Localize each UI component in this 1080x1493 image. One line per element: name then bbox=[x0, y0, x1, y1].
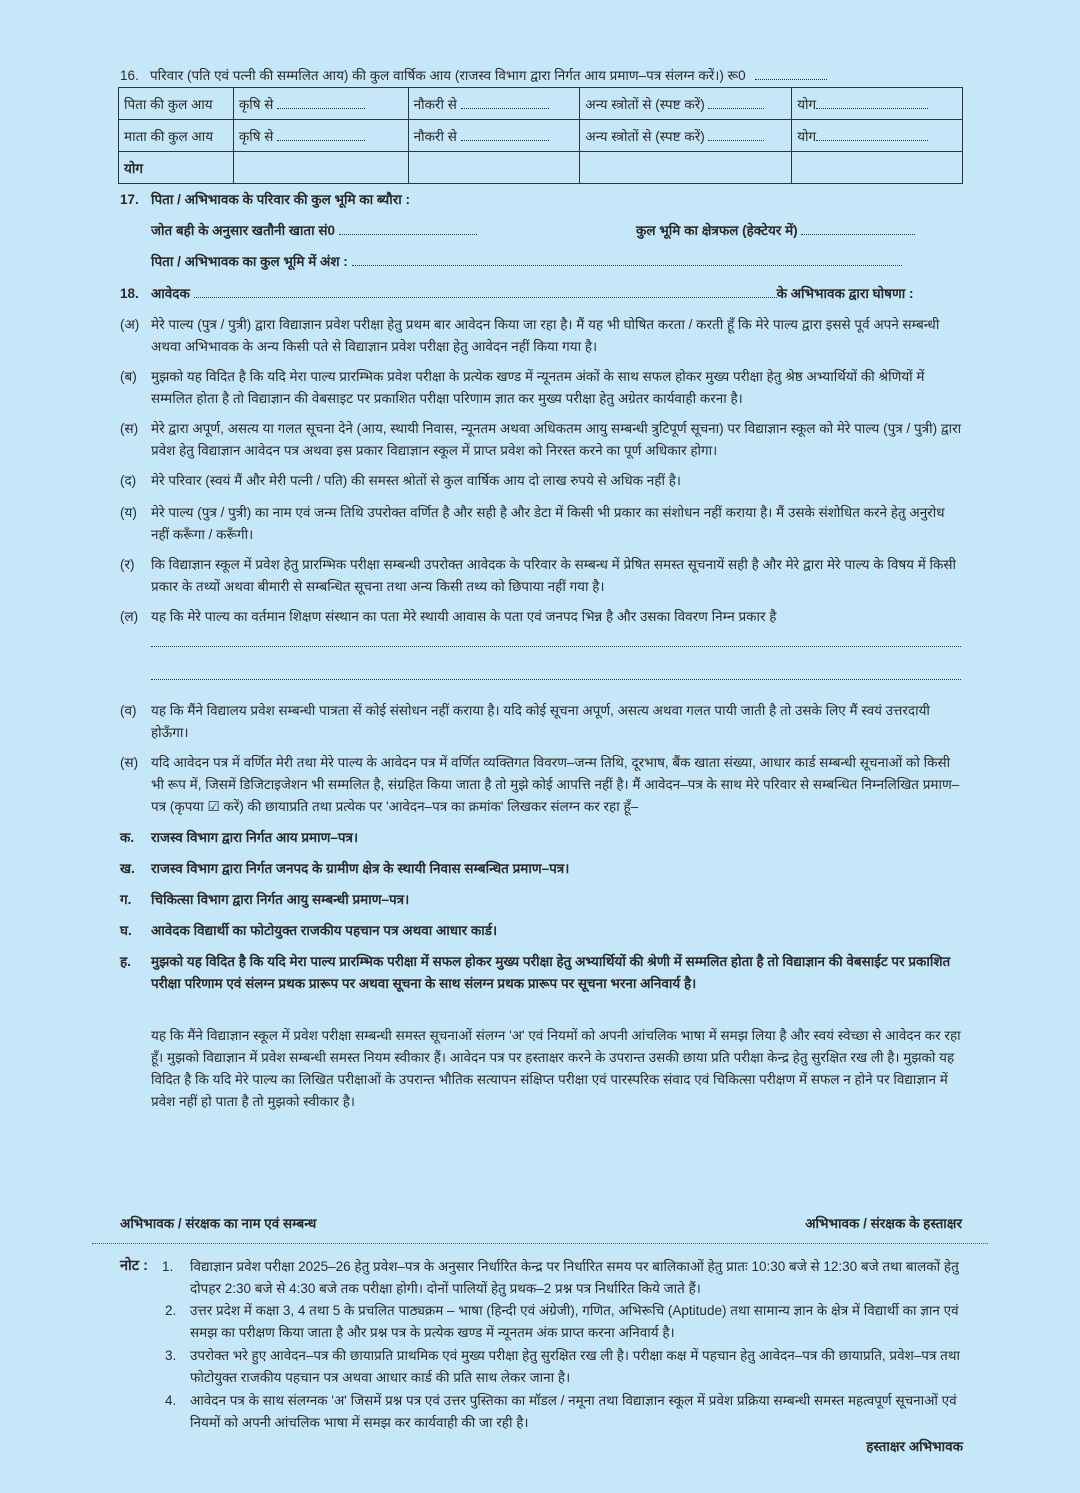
point-marker: (व) bbox=[120, 703, 137, 718]
father-total-cell[interactable]: योग bbox=[792, 88, 963, 120]
point-marker: (स) bbox=[120, 421, 139, 436]
q17-heading bbox=[120, 190, 410, 210]
q17-share-row bbox=[151, 252, 902, 272]
guardian-name-label: अभिभावक / संरक्षक का नाम एवं सम्बन्ध bbox=[120, 1216, 317, 1231]
note-marker: 3. bbox=[165, 1348, 177, 1363]
applicant-label: आवेदक bbox=[151, 286, 190, 301]
footer-guardian-signature: हस्ताक्षर अभिभावक bbox=[866, 1439, 963, 1454]
note-marker: 1. bbox=[162, 1259, 174, 1274]
document-marker: क. bbox=[120, 830, 135, 845]
note-marker: 4. bbox=[165, 1393, 177, 1408]
declaration-point-v: यह कि मैंने विद्यालय प्रवेश सम्बन्धी पात्रता सें कोई संसोधन नहीं कराया है। यदि कोई सूचना अपूर्ण, असत्य अथवा गलत पायी जाती है तो उसके लिए मैं स्वयं उत्तरदायी होऊँगा। bbox=[151, 703, 930, 740]
document-age-certificate[interactable]: चिकित्सा विभाग द्वारा निर्गत आयु सम्बन्धी प्रमाण–पत्र। bbox=[151, 892, 410, 907]
closing-declaration-paragraph: यह कि मैंने विद्याज्ञान स्कूल में प्रवेश परीक्षा सम्बन्धी समस्त सूचनाओं संलग्न 'अ' एवं नियमों को अपनी आंचलिक भाषा में समझ लिया है और स्वयं स्वेच्छा से आवेदन कर रहा हूँ। मुझको विद्याज्ञान में प्रवेश सम्बन्धी समस्त नियम स्वीकार हैं। आवेदन पत्र पर हस्ताक्षर करने के उपरान्त उसकी छाया प्रति परीक्षा केन्द्र हेतु सुरक्षित रख ली है। मुझको यह विदित है कि यदि मेरे पाल्य का लिखित परीक्षाओं के उपरान्त भौतिक सत्यापन संक्षिप्त परीक्षा एवं पारस्परिक संवाद एवं चिकित्सा परीक्षण में सफल न होने पर विद्याज्ञान में प्रवेश नहीं हो पाता है तो मुझको स्वीकार है। bbox=[151, 1028, 961, 1109]
share-label: पिता / अभिभावक का कुल भूमि में अंश : bbox=[151, 254, 348, 269]
q16-text: परिवार (पति एवं पत्नी की सम्मलित आय) की कुल वार्षिक आय (राजस्व विभाग द्वारा निर्गत आय प्रमाण–पत्र संलग्न करें।) रू0 bbox=[150, 68, 746, 83]
note-item-3: उपरोक्त भरे हुए आवेदन–पत्र की छायाप्रति प्राथमिक एवं मुख्य परीक्षा हेतु सुरक्षित रख ली है। परीक्षा कक्ष में पहचान हेतु आवेदन–पत्र की छायाप्रति, प्रवेश–पत्र तथा फोटोयुक्त राजकीय पहचान पत्र अथवा आधार कार्ड की प्रति साथ लेकर जाना है। bbox=[190, 1348, 960, 1385]
note-marker: 2. bbox=[165, 1303, 177, 1318]
declaration-point-d: मेरे परिवार (स्वयं मैं और मेरी पत्नी / पति) की समस्त श्रोतों से कुल वार्षिक आय दो लाख रुपये से अधिक नहीं है। bbox=[151, 473, 681, 488]
document-result-acknowledgement: मुझको यह विदित है कि यदि मेरा पाल्य प्रारम्भिक परीक्षा में सफल होकर मुख्य परीक्षा हेतु अभ्यार्थियों की श्रेणी में सम्मलित होता है तो विद्याज्ञान की वेबसाईट पर प्रकाशित परीक्षा परिणाम एवं संलग्न प्रथक प्रारूप पर अथवा सूचना के साथ संलग्न प्रथक प्रारूप पर सूचना भरना अनिवार्य है। bbox=[151, 954, 951, 991]
land-area-field[interactable] bbox=[801, 222, 915, 235]
declaration-point-y: मेरे पाल्य (पुत्र / पुत्री) का नाम एवं जन्म तिथि उपरोक्त वर्णित है और सही है और डेटा में किसी भी प्रकार का संशोधन नहीं कराया है। मैं उसके संशोधित करने हेतु अनुरोध नहीं करूँगा / करूँगी। bbox=[151, 505, 945, 542]
q18-number: 18. bbox=[120, 286, 139, 301]
table-row bbox=[119, 88, 963, 120]
note-item-4: आवेदन पत्र के साथ संलग्नक 'अ' जिसमें प्रश्न पत्र एवं उत्तर पुस्तिका का मॉडल / नमूना तथा विद्याज्ञान स्कूल में प्रवेश प्रक्रिया सम्बन्धी समस्त महत्वपूर्ण सूचनाओं एवं नियमों को अपनी आंचलिक भाषा में समझ कर कार्यवाही की जा रही है। bbox=[190, 1393, 957, 1430]
declaration-label: के अभिभावक द्वारा घोषणा : bbox=[776, 286, 914, 301]
mother-other-cell[interactable]: अन्य स्त्रोतों से (स्पष्ट करें) bbox=[580, 120, 792, 152]
institution-address-line-1[interactable] bbox=[151, 646, 961, 647]
total-sum-cell[interactable] bbox=[792, 152, 963, 184]
document-marker: घ. bbox=[120, 923, 132, 938]
total-agriculture-cell[interactable] bbox=[233, 152, 408, 184]
declaration-point-b: मुझको यह विदित है कि यदि मेरा पाल्य प्रारम्भिक प्रवेश परीक्षा के प्रत्येक खण्ड में न्यूनतम अंकों के साथ सफल होकर मुख्य परीक्षा हेतु श्रेष्ठ अभ्यार्थियों की श्रेणियों में सम्मलित होता है तो विद्याज्ञान की वेबसाइट पर प्रकाशित परीक्षा परिणाम ज्ञात कर मुख्य परीक्षा हेतु अग्रेतर कार्यवाही करना है। bbox=[151, 369, 925, 406]
point-marker: (य) bbox=[120, 505, 137, 520]
document-marker: ग. bbox=[120, 892, 132, 907]
q16-heading bbox=[120, 66, 827, 86]
point-marker: (ब) bbox=[120, 369, 137, 384]
land-share-field[interactable] bbox=[352, 253, 902, 266]
declaration-point-r: कि विद्याज्ञान स्कूल में प्रवेश हेतु प्रारम्भिक परीक्षा सम्बन्धी उपरोक्त आवेदक के परिवार के सम्बन्ध में प्रेषित समस्त सूचनायें सही है और मेरे द्वारा मेरे पाल्य के विषय में किसी प्रकार के तथ्यों अथवा बीमारी से सम्बन्धित सूचना तथा अन्य किसी तथ्य को छिपाया नहीं गया है। bbox=[151, 557, 957, 594]
mother-total-cell[interactable]: योग bbox=[792, 120, 963, 152]
q18-heading bbox=[120, 284, 962, 304]
declaration-point-a: मेरे पाल्य (पुत्र / पुत्री) द्वारा विद्याज्ञान प्रवेश परीक्षा हेतु प्रथम बार आवेदन किया जा रहा है। मैं यह भी घोषित करता / करती हूँ कि मेरे पाल्य द्वारा इससे पूर्व अपने सम्बन्धी अथवा अभिभावक के अन्य किसी पते से विद्याज्ञान प्रवेश परीक्षा हेतु आवेदन नहीं किया गया है। bbox=[151, 317, 940, 354]
area-label: कुल भूमि का क्षेत्रफल (हेक्टेयर में) bbox=[636, 223, 798, 238]
father-agriculture-cell[interactable]: कृषि से bbox=[233, 88, 408, 120]
q17-number: 17. bbox=[120, 192, 139, 207]
declaration-point-s: मेरे द्वारा अपूर्ण, असत्य या गलत सूचना देने (आय, स्थायी निवास, न्यूनतम अथवा अधिकतम आयु सम्बन्धी त्रुटिपूर्ण सूचना) पर विद्याज्ञान स्कूल को मेरे पाल्य (पुत्र / पुत्री) द्वारा प्रवेश हेतु विद्याज्ञान आवेदन पत्र अथवा इस प्रकार विद्याज्ञान स्कूल में प्राप्त प्रवेश को निरस्त करने का पूर्ण अधिकार होगा। bbox=[151, 421, 962, 458]
table-row bbox=[119, 120, 963, 152]
table-row bbox=[119, 152, 963, 184]
total-other-cell[interactable] bbox=[580, 152, 792, 184]
q17-area-row bbox=[636, 221, 915, 241]
grand-total-label: योग bbox=[119, 152, 234, 184]
point-marker: (ल) bbox=[120, 609, 139, 624]
declaration-point-s2: यदि आवेदन पत्र में वर्णित मेरी तथा मेरे पाल्य के आवेदन पत्र में वर्णित व्यक्तिगत विवरण–जन्म तिथि, दूरभाष, बैंक खाता संख्या, आधार कार्ड सम्बन्धी सूचनाओं को किसी भी रूप में, जिसमें डिजिटाइजेशन भी सम्मलित है, संग्रहित किया जाता है तो मुझे कोई आपत्ति नहीं है। मैं आवेदन–पत्र के साथ मेरे परिवार से सम्बन्धित निम्नलिखित प्रमाण–पत्र (कृपया ☑ करें) की छायाप्रति तथा प्रत्येक पर 'आवेदन–पत्र का क्रमांक' लिखकर संलग्न कर रहा हूँ– bbox=[151, 755, 960, 814]
khata-number-field[interactable] bbox=[339, 222, 477, 235]
document-photo-id[interactable]: आवेदक विद्यार्थी का फोटोयुक्त राजकीय पहचान पत्र अथवा आधार कार्ड। bbox=[151, 923, 498, 938]
total-job-cell[interactable] bbox=[408, 152, 580, 184]
note-item-1: विद्याज्ञान प्रवेश परीक्षा 2025–26 हेतु प्रवेश–पत्र के अनुसार निर्धारित केन्द्र पर निर्धारित समय पर बालिकाओं हेतु प्रातः 10:30 बजे से 12:30 बजे तथा बालकों हेतु दोपहर 2:30 बजे से 4:30 बजे तक परीक्षा होगी। दोनों पालियों हेतु प्रथक–2 प्रश्न पत्र निर्धारित किये जाते हैं। bbox=[190, 1259, 959, 1296]
institution-address-line-2[interactable] bbox=[151, 679, 961, 680]
q16-total-income-field[interactable] bbox=[755, 67, 827, 80]
declaration-point-l: यह कि मेरे पाल्य का वर्तमान शिक्षण संस्थान का पता मेरे स्थायी आवास के पता एवं जनपद भिन्न है और उसका विवरण निम्न प्रकार है bbox=[151, 609, 777, 624]
point-marker: (अ) bbox=[120, 317, 140, 332]
document-marker: ख. bbox=[120, 861, 135, 876]
point-marker: (र) bbox=[120, 557, 135, 572]
document-residence-certificate[interactable]: राजस्व विभाग द्वारा निर्गत जनपद के ग्रामीण क्षेत्र के स्थायी निवास सम्बन्धित प्रमाण–पत्र। bbox=[151, 861, 570, 876]
mother-income-label: माता की कुल आय bbox=[119, 120, 234, 152]
mother-agriculture-cell[interactable]: कृषि से bbox=[233, 120, 408, 152]
q16-number: 16. bbox=[120, 68, 139, 83]
document-marker: ह. bbox=[120, 954, 131, 969]
income-table bbox=[118, 87, 963, 184]
point-marker: (द) bbox=[120, 473, 137, 488]
father-job-cell[interactable]: नौकरी से bbox=[408, 88, 580, 120]
note-item-2: उत्तर प्रदेश में कक्षा 3, 4 तथा 5 के प्रचलित पाठ्यक्रम – भाषा (हिन्दी एवं अंग्रेजी), गणित, अभिरूचि (Aptitude) तथा सामान्य ज्ञान के क्षेत्र में विद्यार्थी का ज्ञान एवं समझ का परीक्षण किया जाता है और प्रश्न पत्र के प्रत्येक खण्ड में न्यूनतम अंक प्राप्त करना अनिवार्य है। bbox=[190, 1303, 959, 1340]
khata-label: जोत बही के अनुसार खतौनी खाता सं0 bbox=[151, 223, 335, 238]
section-divider bbox=[92, 1243, 988, 1244]
father-other-cell[interactable]: अन्य स्त्रोतों से (स्पष्ट करें) bbox=[580, 88, 792, 120]
q17-khata-row bbox=[151, 221, 477, 241]
father-income-label: पिता की कुल आय bbox=[119, 88, 234, 120]
guardian-signature-label: अभिभावक / संरक्षक के हस्ताक्षर bbox=[805, 1216, 962, 1231]
q17-title: पिता / अभिभावक के परिवार की कुल भूमि का ब्यौरा : bbox=[151, 192, 411, 207]
mother-job-cell[interactable]: नौकरी से bbox=[408, 120, 580, 152]
notes-label: नोट : bbox=[120, 1258, 148, 1274]
document-income-certificate[interactable]: राजस्व विभाग द्वारा निर्गत आय प्रमाण–पत्र। bbox=[151, 830, 359, 845]
applicant-name-field[interactable] bbox=[194, 285, 777, 298]
point-marker: (स) bbox=[120, 755, 139, 770]
